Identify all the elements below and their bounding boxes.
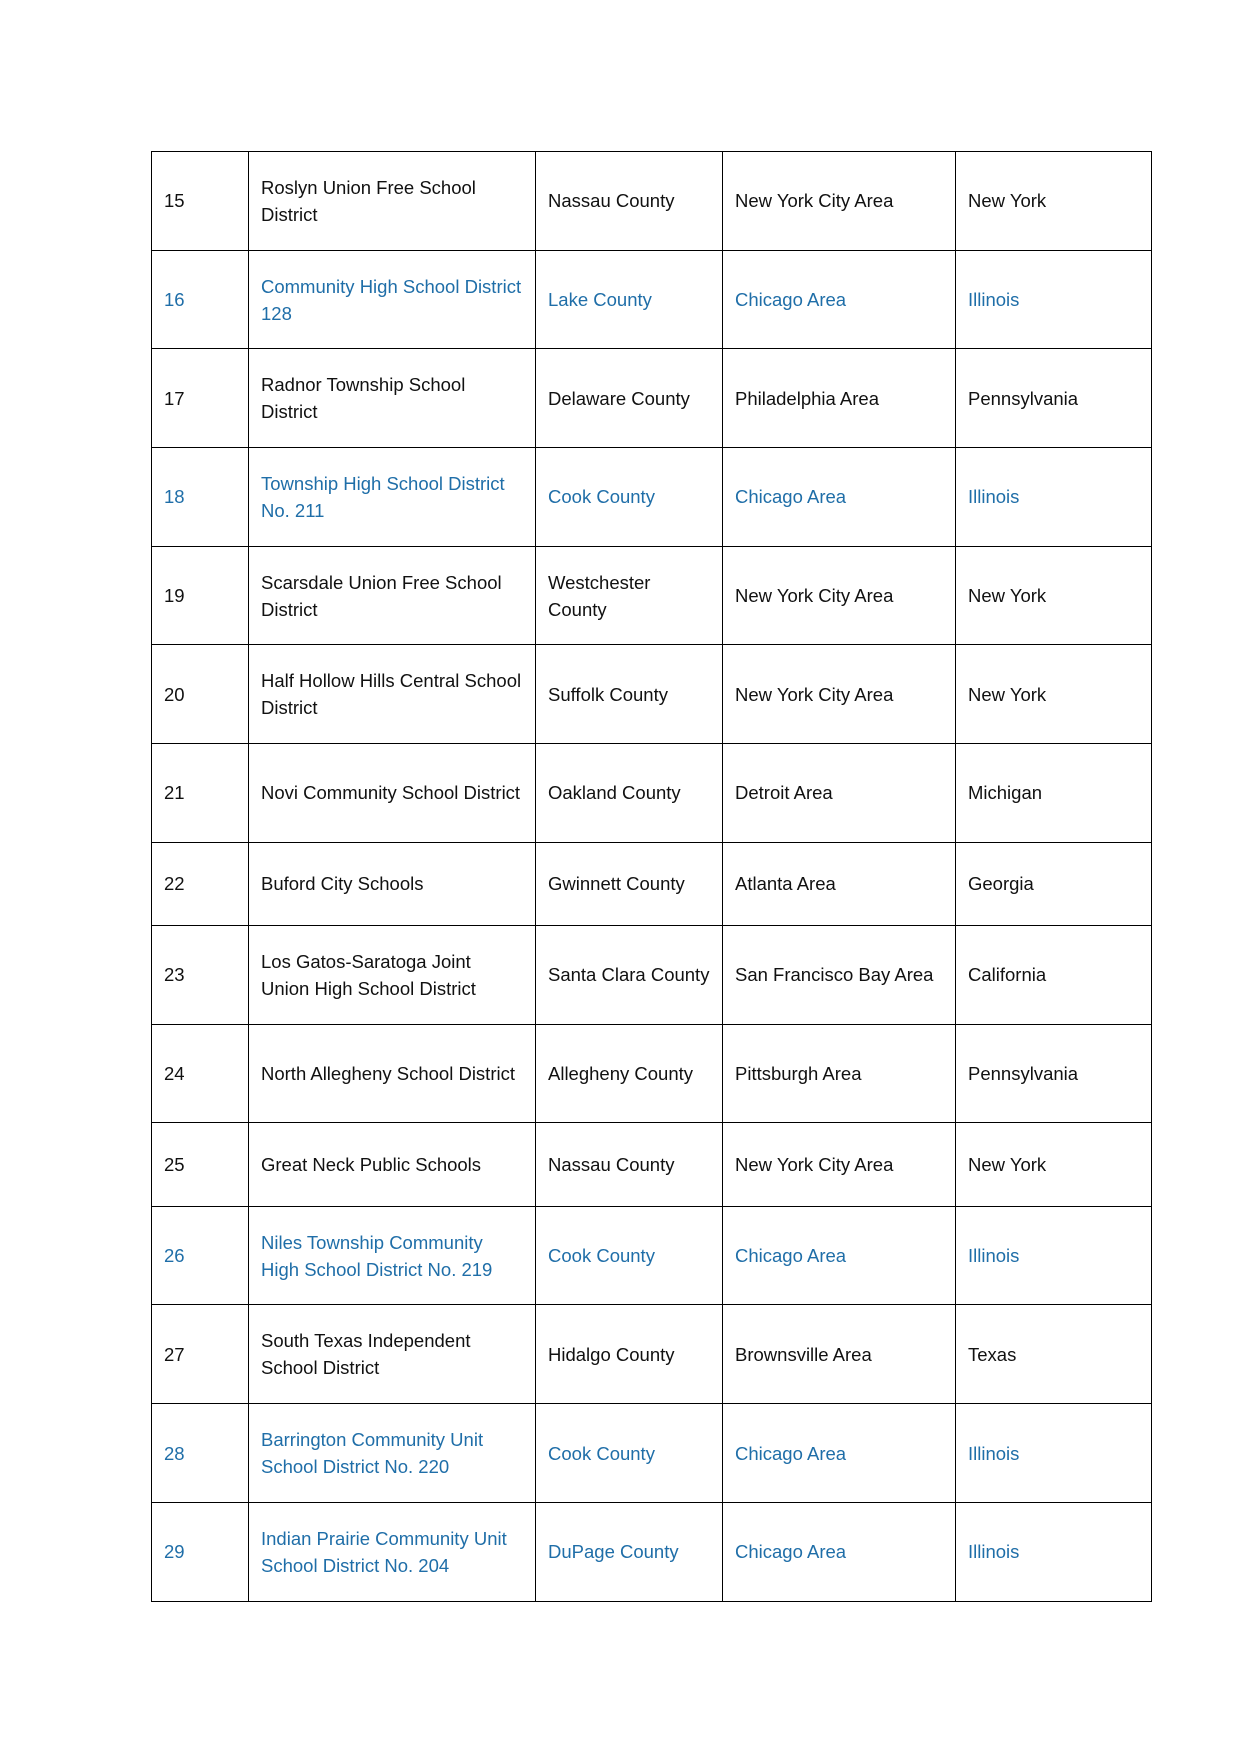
rank-cell[interactable]: 26 bbox=[152, 1206, 249, 1305]
metro-area-cell: New York City Area bbox=[723, 645, 956, 744]
rank-cell[interactable]: 28 bbox=[152, 1404, 249, 1503]
district-name-cell: North Allegheny School District bbox=[249, 1024, 536, 1123]
table-row[interactable] bbox=[152, 250, 1152, 349]
district-name-cell: South Texas Independent School District bbox=[249, 1305, 536, 1404]
table-row[interactable] bbox=[152, 448, 1152, 547]
metro-area-cell: Philadelphia Area bbox=[723, 349, 956, 448]
metro-area-cell: Detroit Area bbox=[723, 744, 956, 843]
rank-cell: 21 bbox=[152, 744, 249, 843]
county-cell[interactable]: DuPage County bbox=[536, 1502, 723, 1601]
table-row bbox=[152, 546, 1152, 645]
rank-cell: 24 bbox=[152, 1024, 249, 1123]
metro-area-cell[interactable]: Chicago Area bbox=[723, 448, 956, 547]
district-name-cell: Roslyn Union Free School District bbox=[249, 152, 536, 251]
table-row[interactable] bbox=[152, 1502, 1152, 1601]
state-cell[interactable]: Illinois bbox=[956, 1404, 1152, 1503]
metro-area-cell: New York City Area bbox=[723, 152, 956, 251]
county-cell[interactable]: Cook County bbox=[536, 448, 723, 547]
district-name-cell[interactable]: Niles Township Community High School District No. 219 bbox=[249, 1206, 536, 1305]
table-row[interactable] bbox=[152, 1206, 1152, 1305]
county-cell: Nassau County bbox=[536, 152, 723, 251]
county-cell: Oakland County bbox=[536, 744, 723, 843]
rank-cell: 20 bbox=[152, 645, 249, 744]
metro-area-cell: Atlanta Area bbox=[723, 842, 956, 925]
metro-area-cell[interactable]: Chicago Area bbox=[723, 1502, 956, 1601]
state-cell: New York bbox=[956, 1123, 1152, 1206]
rank-cell: 27 bbox=[152, 1305, 249, 1404]
rank-cell: 23 bbox=[152, 926, 249, 1025]
rank-cell: 22 bbox=[152, 842, 249, 925]
state-cell: New York bbox=[956, 546, 1152, 645]
district-name-cell: Los Gatos-Saratoga Joint Union High School District bbox=[249, 926, 536, 1025]
county-cell: Delaware County bbox=[536, 349, 723, 448]
table-body bbox=[152, 152, 1152, 1602]
state-cell[interactable]: Illinois bbox=[956, 1502, 1152, 1601]
metro-area-cell: Brownsville Area bbox=[723, 1305, 956, 1404]
state-cell: New York bbox=[956, 645, 1152, 744]
metro-area-cell[interactable]: Chicago Area bbox=[723, 1404, 956, 1503]
county-cell[interactable]: Cook County bbox=[536, 1206, 723, 1305]
state-cell: Pennsylvania bbox=[956, 349, 1152, 448]
metro-area-cell[interactable]: Chicago Area bbox=[723, 250, 956, 349]
rank-cell[interactable]: 29 bbox=[152, 1502, 249, 1601]
district-name-cell[interactable]: Barrington Community Unit School District No. 220 bbox=[249, 1404, 536, 1503]
table-row[interactable] bbox=[152, 1404, 1152, 1503]
table-row bbox=[152, 1123, 1152, 1206]
district-name-cell[interactable]: Indian Prairie Community Unit School District No. 204 bbox=[249, 1502, 536, 1601]
county-cell[interactable]: Cook County bbox=[536, 1404, 723, 1503]
state-cell[interactable]: Illinois bbox=[956, 250, 1152, 349]
rank-cell[interactable]: 16 bbox=[152, 250, 249, 349]
state-cell: Georgia bbox=[956, 842, 1152, 925]
district-name-cell: Half Hollow Hills Central School District bbox=[249, 645, 536, 744]
county-cell: Westchester County bbox=[536, 546, 723, 645]
county-cell: Nassau County bbox=[536, 1123, 723, 1206]
state-cell[interactable]: Illinois bbox=[956, 1206, 1152, 1305]
district-name-cell[interactable]: Township High School District No. 211 bbox=[249, 448, 536, 547]
district-ranking-table bbox=[151, 151, 1152, 1602]
rank-cell: 17 bbox=[152, 349, 249, 448]
table-row bbox=[152, 152, 1152, 251]
county-cell: Santa Clara County bbox=[536, 926, 723, 1025]
table-row bbox=[152, 349, 1152, 448]
county-cell: Gwinnett County bbox=[536, 842, 723, 925]
county-cell: Allegheny County bbox=[536, 1024, 723, 1123]
rank-cell: 25 bbox=[152, 1123, 249, 1206]
state-cell: Michigan bbox=[956, 744, 1152, 843]
rank-cell[interactable]: 18 bbox=[152, 448, 249, 547]
district-name-cell: Radnor Township School District bbox=[249, 349, 536, 448]
district-name-cell: Novi Community School District bbox=[249, 744, 536, 843]
table-row bbox=[152, 744, 1152, 843]
state-cell: California bbox=[956, 926, 1152, 1025]
district-name-cell[interactable]: Community High School District 128 bbox=[249, 250, 536, 349]
table-row bbox=[152, 842, 1152, 925]
table-row bbox=[152, 926, 1152, 1025]
county-cell: Hidalgo County bbox=[536, 1305, 723, 1404]
metro-area-cell: Pittsburgh Area bbox=[723, 1024, 956, 1123]
table-row bbox=[152, 1305, 1152, 1404]
table-row bbox=[152, 1024, 1152, 1123]
district-name-cell: Great Neck Public Schools bbox=[249, 1123, 536, 1206]
metro-area-cell: New York City Area bbox=[723, 1123, 956, 1206]
county-cell[interactable]: Lake County bbox=[536, 250, 723, 349]
state-cell: Texas bbox=[956, 1305, 1152, 1404]
state-cell[interactable]: Illinois bbox=[956, 448, 1152, 547]
rank-cell: 15 bbox=[152, 152, 249, 251]
rank-cell: 19 bbox=[152, 546, 249, 645]
district-name-cell: Buford City Schools bbox=[249, 842, 536, 925]
metro-area-cell: San Francisco Bay Area bbox=[723, 926, 956, 1025]
district-name-cell: Scarsdale Union Free School District bbox=[249, 546, 536, 645]
table-row bbox=[152, 645, 1152, 744]
metro-area-cell[interactable]: Chicago Area bbox=[723, 1206, 956, 1305]
state-cell: New York bbox=[956, 152, 1152, 251]
metro-area-cell: New York City Area bbox=[723, 546, 956, 645]
state-cell: Pennsylvania bbox=[956, 1024, 1152, 1123]
county-cell: Suffolk County bbox=[536, 645, 723, 744]
